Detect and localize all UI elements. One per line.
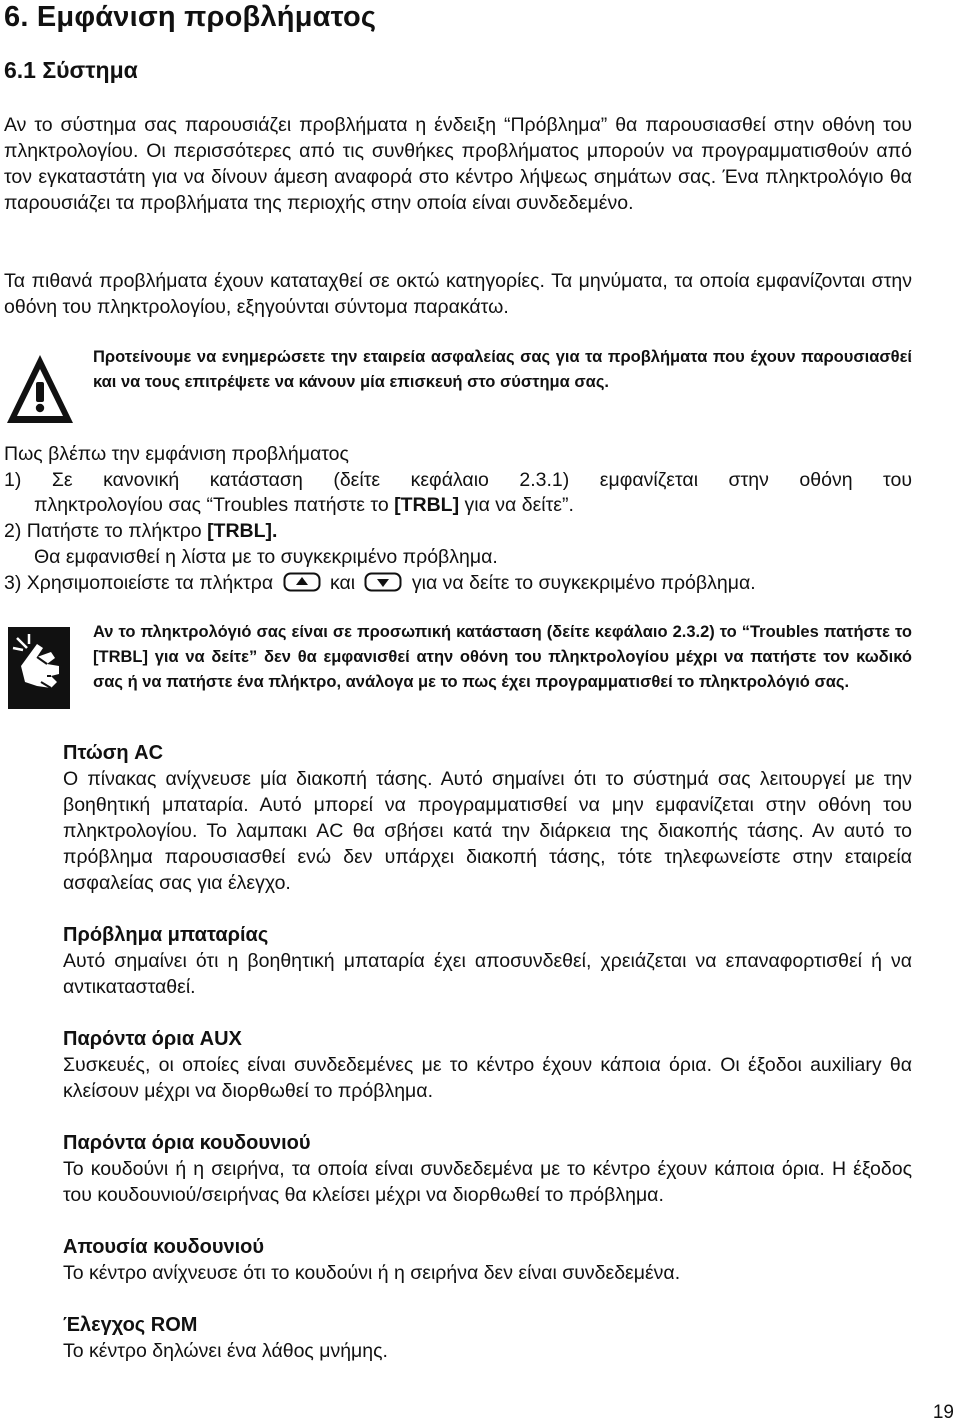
section-title-rom: Έλεγχος ROM xyxy=(63,1314,198,1336)
howto-step3 xyxy=(4,570,756,596)
page-heading: 6. Εμφάνιση προβλήματος xyxy=(4,1,377,33)
section-title-ac-failure: Πτώση AC xyxy=(63,742,164,764)
section-title-bell-absent: Απουσία κουδουνιού xyxy=(63,1236,265,1258)
section-body-battery: Αυτό σημαίνει ότι η βοηθητική μπαταρία έχει αποσυνδεθεί, χρειάζεται να επαναφορτισθεί ή να αντικατασταθεί. xyxy=(63,950,912,998)
howto-step1-line2-end: για να δείτε”. xyxy=(459,494,574,516)
section-title-aux: Παρόντα όρια AUX xyxy=(63,1028,242,1050)
warning-triangle-icon xyxy=(5,352,75,426)
howto-step2-line2: Θα εμφανισθεί η λίστα με το συγκεκριμένο πρόβλημα. xyxy=(34,546,498,568)
howto-step1-line2-text: πληκτρολογίου σας “Troubles πατήστε το xyxy=(34,494,395,516)
intro-paragraph: Αν το σύστημα σας παρουσιάζει προβλήματα η ένδειξη “Πρόβλημα” θα παρουσιασθεί στην οθόνη του πληκτρολογίου. Οι περισσότερες από τις συνθήκες προβλήματος μπορούν να προγραμματισθούν από τον εγκαταστάτη για να δίνουν άμεση αναφορά στο κέντρο λήψεως σημάτων σας. Ένα πληκτρολόγιο θα παρουσιάζει τα προβλήματα της περιοχής στην οποία είναι συνδεδεμένο. xyxy=(4,114,912,214)
personal-mode-note: Αν το πληκτρολόγιό σας είναι σε προσωπική κατάσταση (δείτε κεφάλαιο 2.3.2) το “Troubles πατήστε το [TRBL] για να δείτε” δεν θα εμφανισθεί ατην οθόνη του πληκτρολογίου μέχρι να πατήστε τον κωδικό σας ή να πατήστε ένα πλήκτρο, ανάλογα με το πως έχει προγραμματισθεί το πληκτρολόγιό σας. xyxy=(93,623,912,691)
howto-step2 xyxy=(4,518,277,544)
section-body-bell-absent: Το κέντρο ανίχνευσε ότι το κουδούνι ή η σειρήνα δεν είναι συνδεδεμένα. xyxy=(63,1262,681,1284)
trbl-key-label-2: [TRBL]. xyxy=(207,520,278,542)
howto-step3-text: 3) Χρησιμοποιείστε τα πλήκτρα xyxy=(4,572,274,594)
howto-step1-line2 xyxy=(34,492,574,518)
howto-step2-text: 2) Πατήστε το πλήκτρο xyxy=(4,520,208,542)
howto-title: Πως βλέπω την εμφάνιση προβλήματος xyxy=(4,443,349,465)
section-title-bell-limits: Παρόντα όρια κουδουνιού xyxy=(63,1132,311,1154)
categories-paragraph: Τα πιθανά προβλήματα έχουν καταταχθεί σε οκτώ κατηγορίες. Τα μηνύματα, τα οποία εμφανίζονται στην οθόνη του πληκτρολογίου, εξηγούνται σύντομα παρακάτω. xyxy=(4,270,912,318)
section-body-rom: Το κέντρο δηλώνει ένα λάθος μνήμης. xyxy=(63,1340,388,1362)
down-arrow-key-icon xyxy=(364,572,402,592)
hand-pointer-icon xyxy=(7,626,71,710)
page-number: 19 xyxy=(932,1402,954,1423)
section-body-aux: Συσκευές, οι οποίες είναι συνδεδεμένες με το κέντρο έχουν κάποια όρια. Οι έξοδοι auxiliary θα κλείσουν μέχρι να διορθωθεί το πρόβλημα. xyxy=(63,1054,912,1102)
warning-note: Προτείνουμε να ενημερώσετε την εταιρεία ασφαλείας σας για τα προβλήματα που έχουν παρουσιασθεί και να τους επιτρέψετε να κάνουν μία επισκευή στο σύστημα σας. xyxy=(93,348,912,391)
up-arrow-key-icon xyxy=(283,572,321,592)
section-title-battery: Πρόβλημα μπαταρίας xyxy=(63,924,269,946)
section-subheading: 6.1 Σύστημα xyxy=(4,57,138,83)
section-body-ac-failure: Ο πίνακας ανίχνευσε μία διακοπή τάσης. Αυτό σημαίνει ότι το σύστημά σας λειτουργεί με την βοηθητική μπαταρία. Αυτό μπορεί να προγραμματισθεί να μην εμφανίζεται στην οθόνη του πληκτρολογίου. Το λαμπακι AC θα σβήσει κατά την διάρκεια της διακοπής τάσης. Αν αυτό το πρόβλημα παρουσιασθεί ενώ δεν υπάρχει διακοπή τάσης, τότε τηλεφωνείστε στην εταιρεία ασφαλείας σας για έλεγχο. xyxy=(63,768,912,894)
howto-step3-end: για να δείτε το συγκεκριμένο πρόβλημα. xyxy=(411,572,756,594)
howto-step3-and: και xyxy=(329,572,356,594)
section-body-bell-limits: Το κουδούνι ή η σειρήνα, τα οποία είναι συνδεδεμένα με το κέντρο έχουν κάποια όρια. Η έξοδος του κουδουνιού/σειρήνας θα κλείσει μέχρι να διορθωθεί το πρόβλημα. xyxy=(63,1158,912,1206)
trbl-key-label: [TRBL] xyxy=(394,494,460,516)
howto-step1-line1: 1) Σε κανονική κατάσταση (δείτε κεφάλαιο 2.3.1) εμφανίζεται στην οθόνη του xyxy=(4,469,912,491)
